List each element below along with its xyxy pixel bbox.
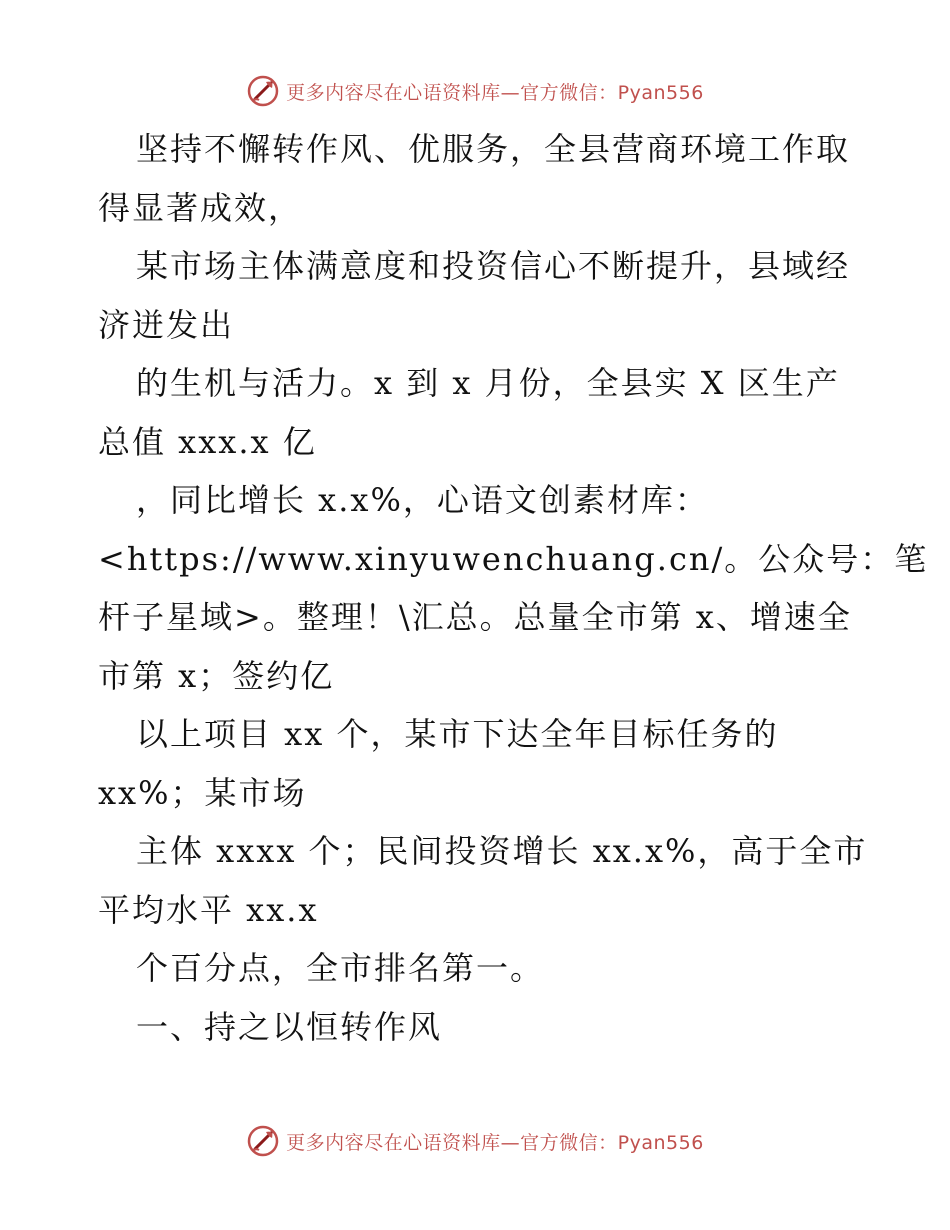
header-watermark-text: 更多内容尽在心语资料库—官方微信：Pyan556 (286, 81, 704, 104)
text-line: ，同比增长 x.x%，心语文创素材库： (136, 481, 709, 519)
document-body (98, 120, 929, 1056)
quill-pen-logo-icon (246, 1124, 280, 1158)
text-line: xx%；某市场 (98, 773, 307, 812)
text-line: 得显著成效， (98, 188, 303, 227)
text-line: 个百分点，全市排名第一。 (136, 949, 545, 987)
section-heading: 一、持之以恒转作风 (136, 1007, 443, 1046)
header-watermark-banner (0, 71, 950, 111)
text-line: 总值 xxx.x 亿 (98, 422, 317, 461)
text-line: 坚持不懈转作风、优服务，全县营商环境工作取 (136, 130, 851, 168)
text-line: 市第 x；签约亿 (98, 656, 335, 695)
text-line: 平均水平 xx.x (98, 890, 319, 929)
text-line: 某市场主体满意度和投资信心不断提升，县域经 (136, 247, 851, 285)
text-line: 济迸发出 (98, 305, 235, 344)
footer-watermark-text: 更多内容尽在心语资料库—官方微信：Pyan556 (286, 1131, 704, 1154)
text-line-link: <https://www.xinyuwenchuang.cn/。公众号：笔 (98, 539, 929, 578)
footer-watermark-banner (0, 1121, 950, 1161)
quill-pen-logo-icon (246, 74, 280, 108)
text-line: 的生机与活力。x 到 x 月份，全县实 X 区生产 (136, 364, 840, 402)
text-line: 以上项目 xx 个，某市下达全年目标任务的 (136, 715, 779, 753)
text-line: 主体 xxxx 个；民间投资增长 xx.x%，高于全市 (136, 832, 868, 870)
text-line: 杆子星域>。整理！\汇总。总量全市第 x、增速全 (98, 598, 852, 636)
